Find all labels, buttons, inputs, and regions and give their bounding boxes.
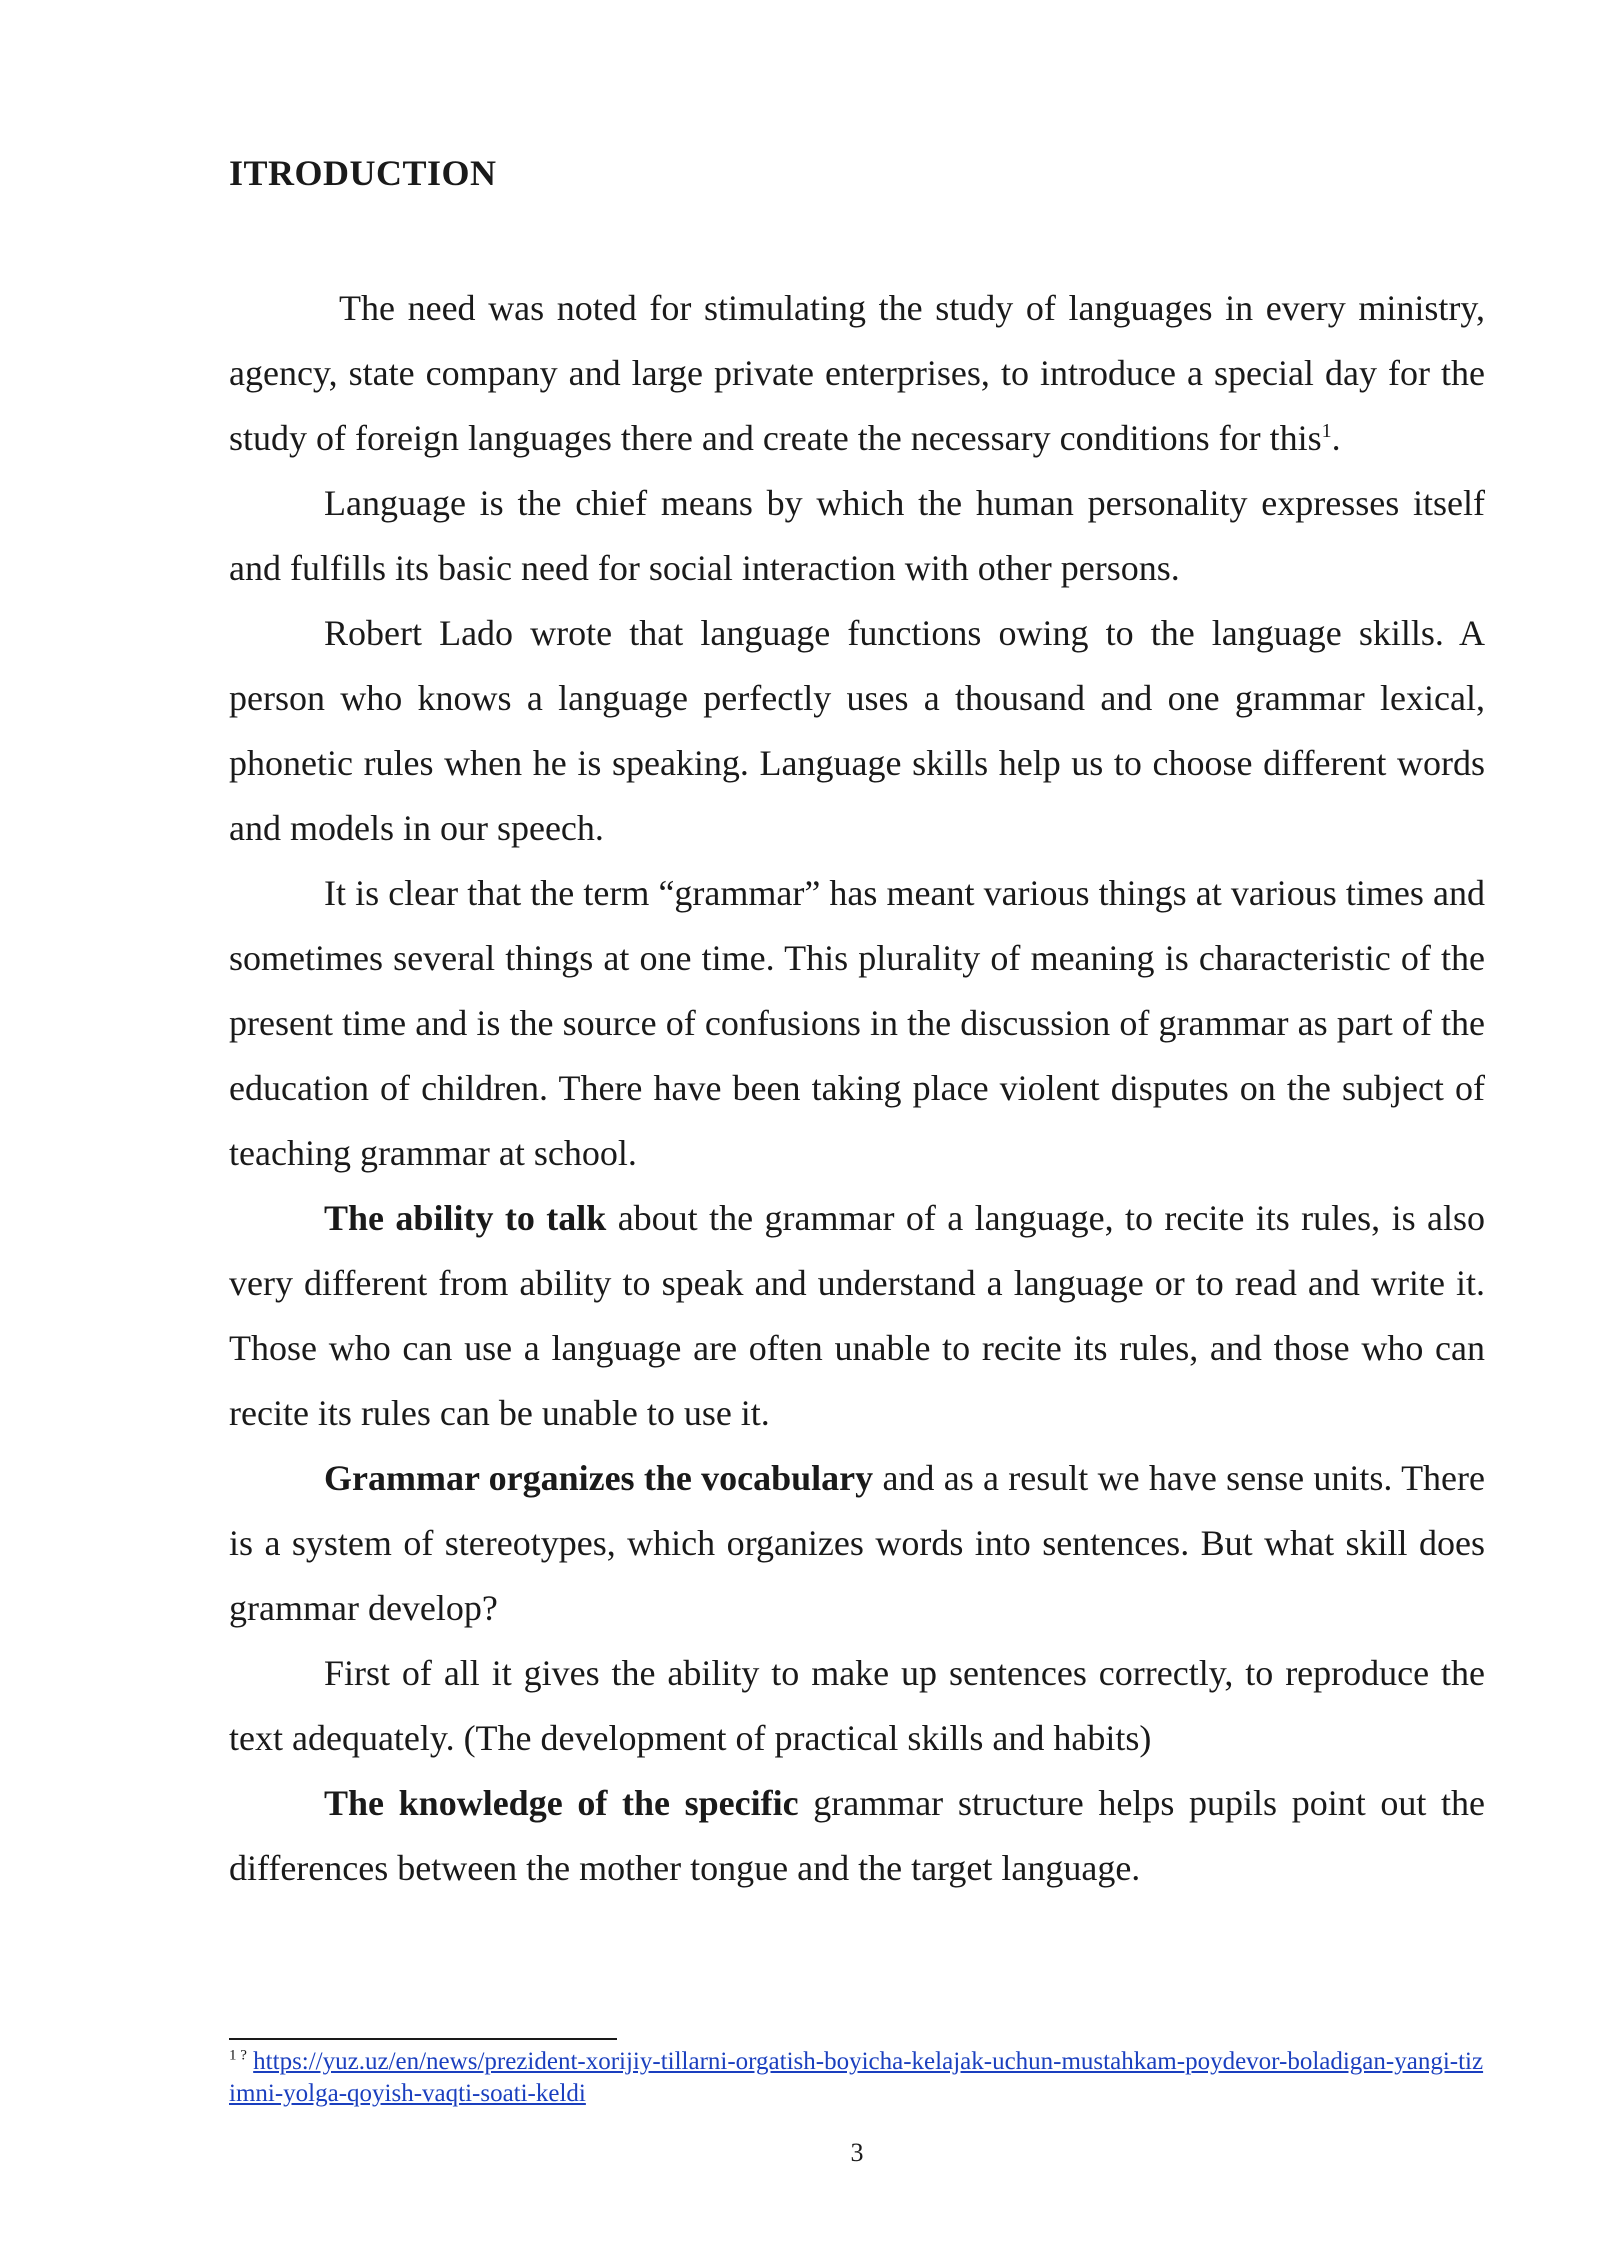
paragraph-6-text: and as a result we have sense units. There is a system of stereotypes, which organizes words into sentences. But what skill does grammar develop? [229, 1458, 1485, 1628]
paragraph-8 [229, 1771, 1485, 1901]
footnote-separator [229, 2038, 617, 2040]
paragraph-8-bold-lead: The knowledge of the specific [324, 1783, 799, 1823]
section-heading: ITRODUCTION [229, 153, 497, 193]
paragraph-5-text: about the grammar of a language, to recite its rules, is also very different from ability to speak and understand a language or to read and write it. Those who can use a language are often unable to recite its rules, and those who can recite its rules can be unable to use it. [229, 1198, 1485, 1433]
paragraph-5 [229, 1186, 1485, 1446]
paragraph-1 [229, 276, 1485, 471]
paragraph-5-bold-lead: The ability to talk [324, 1198, 607, 1238]
paragraph-4-text: It is clear that the term “grammar” has meant various things at various times and sometimes several things at one time. This plurality of meaning is characteristic of the present time and is the source of confusions in the discussion of grammar as part of the education of children. There have been taking place violent disputes on the subject of teaching grammar at school. [229, 873, 1485, 1173]
paragraph-7 [229, 1641, 1485, 1771]
paragraph-3-text: Robert Lado wrote that language functions owing to the language skills. A person who knows a language perfectly uses a thousand and one grammar lexical, phonetic rules when he is speaking. Language skills help us to choose different words and models in our speech. [229, 613, 1485, 848]
document-page [229, 0, 1485, 2262]
body-text [229, 276, 1485, 1901]
footnote [229, 2046, 1485, 2110]
paragraph-2-text: Language is the chief means by which the human personality expresses itself and fulfills its basic need for social interaction with other persons. [229, 483, 1485, 588]
page-number: 3 [850, 2138, 864, 2167]
footnote-link[interactable]: https://yuz.uz/en/news/prezident-xorijiy-tillarni-orgatish-boyicha-kelajak-uchun-mustahkam-poydevor-boladigan-yangi-tizimni-yolga-qoyish-vaqti-soati-keldi [229, 2048, 1484, 2107]
paragraph-3 [229, 601, 1485, 861]
paragraph-7-text: First of all it gives the ability to make up sentences correctly, to reproduce the text adequately. (The development of practical skills and habits) [229, 1653, 1485, 1758]
paragraph-1-end: . [1331, 418, 1341, 458]
paragraph-1-text: The need was noted for stimulating the study of languages in every ministry, agency, state company and large private enterprises, to introduce a special day for the study of foreign languages there and create the necessary conditions for this [229, 288, 1485, 458]
paragraph-8-text: grammar structure helps pupils point out the differences between the mother tongue and the target language. [229, 1783, 1486, 1888]
paragraph-2 [229, 471, 1485, 601]
footnote-marker: 1 ? [229, 2047, 247, 2064]
paragraph-6-bold-lead: Grammar organizes the vocabulary [324, 1458, 874, 1498]
footnote-reference[interactable]: 1 [1321, 420, 1332, 442]
paragraph-4 [229, 861, 1485, 1186]
paragraph-6 [229, 1446, 1485, 1641]
